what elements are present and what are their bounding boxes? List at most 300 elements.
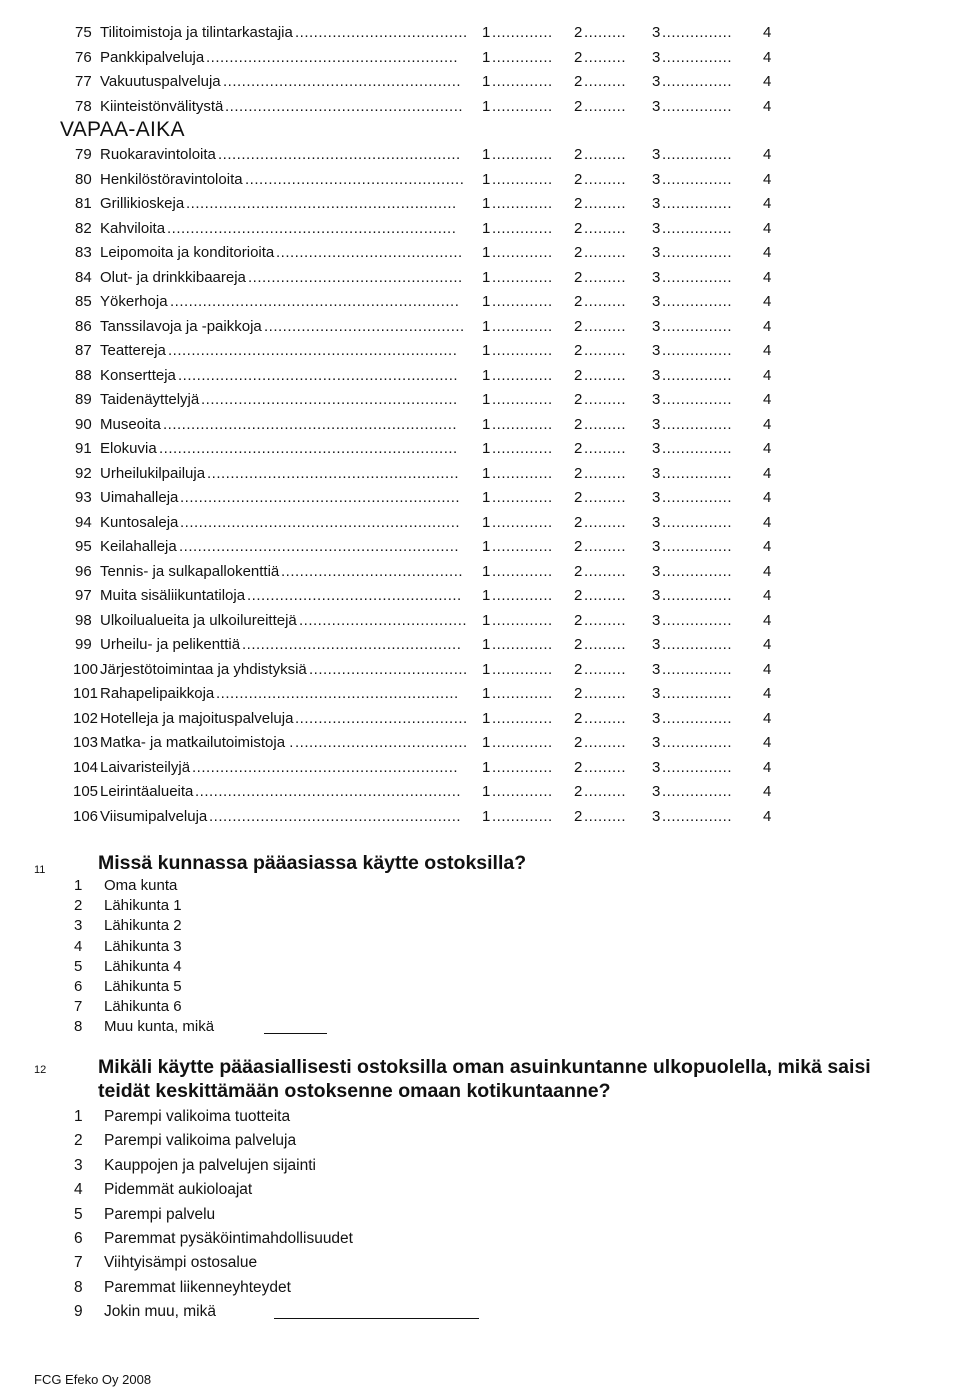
scale-option-3[interactable]: 3 — [652, 758, 661, 776]
scale-option-1[interactable]: 1 — [482, 170, 491, 188]
scale-option-1[interactable]: 1 — [482, 342, 491, 359]
row-label: Hotelleja ja majoituspalveluja — [100, 709, 294, 727]
leader-dots: ............... — [662, 489, 733, 506]
scale-option-4[interactable]: 4 — [763, 317, 772, 335]
row-label: Kiinteistönvälitystä — [100, 97, 224, 115]
scale-option-3[interactable]: 3 — [652, 538, 661, 555]
row-number: 95 — [75, 538, 92, 555]
row-label: Tilitoimistoja ja tilintarkastajia — [100, 24, 293, 41]
option-label: Lähikunta 4 — [104, 957, 182, 975]
scale-option-1[interactable]: 1 — [482, 195, 491, 212]
leader-dots: ............... — [662, 391, 733, 408]
row-number: 91 — [75, 440, 92, 457]
leader-dots: ............. — [492, 48, 553, 66]
scale-option-3[interactable]: 3 — [652, 611, 661, 629]
leader-dots: ............. — [492, 636, 553, 653]
rating-row — [0, 683, 960, 705]
scale-option-2[interactable]: 2 — [574, 538, 583, 555]
scale-option-4[interactable]: 4 — [763, 195, 772, 212]
scale-option-4[interactable]: 4 — [763, 48, 772, 66]
row-number: 94 — [75, 513, 92, 531]
option-number: 2 — [74, 897, 83, 915]
row-number: 96 — [75, 562, 92, 580]
scale-option-3[interactable]: 3 — [652, 170, 661, 188]
scale-option-2[interactable]: 2 — [574, 195, 583, 212]
leader-dots: ............... — [662, 660, 733, 678]
row-number: 102 — [73, 709, 99, 727]
leader-dots: ............. — [492, 415, 553, 433]
scale-option-1[interactable]: 1 — [482, 660, 491, 678]
scale-option-3[interactable]: 3 — [652, 685, 661, 702]
leader-dots: ......................................................... — [195, 783, 462, 800]
footer-text: FCG Efeko Oy 2008 — [34, 1372, 152, 1387]
leader-dots: ............... — [662, 97, 733, 115]
leader-dots: .............................................. — [247, 587, 462, 604]
scale-option-2[interactable]: 2 — [574, 415, 583, 433]
scale-option-1[interactable]: 1 — [482, 538, 491, 555]
question-12-number: 12 — [34, 1064, 47, 1076]
leader-dots: .............................................................. — [168, 342, 458, 359]
option-number: 2 — [74, 1132, 83, 1150]
row-number: 88 — [75, 366, 92, 384]
scale-option-1[interactable]: 1 — [482, 562, 491, 580]
scale-option-4[interactable]: 4 — [763, 268, 772, 286]
leader-dots: .............................................................. — [170, 293, 460, 310]
leader-dots: .................................... — [299, 611, 468, 629]
leader-dots: ......... — [584, 48, 627, 66]
scale-option-4[interactable]: 4 — [763, 170, 772, 188]
rating-row — [0, 389, 960, 411]
leader-dots: ............... — [662, 317, 733, 335]
scale-option-4[interactable]: 4 — [763, 758, 772, 776]
leader-dots: ............... — [662, 685, 733, 702]
scale-option-2[interactable]: 2 — [574, 268, 583, 286]
row-number: 105 — [73, 783, 99, 800]
leader-dots: ............. — [492, 170, 553, 188]
scale-option-2[interactable]: 2 — [574, 73, 583, 90]
row-number: 87 — [75, 342, 92, 359]
rating-row — [0, 806, 960, 828]
scale-option-1[interactable]: 1 — [482, 97, 491, 115]
answer-blank-line[interactable] — [264, 1019, 327, 1034]
scale-option-1[interactable]: 1 — [482, 758, 491, 776]
scale-option-2[interactable]: 2 — [574, 366, 583, 384]
scale-option-3[interactable]: 3 — [652, 366, 661, 384]
scale-option-3[interactable]: 3 — [652, 195, 661, 212]
leader-dots: ............................................................ — [180, 489, 461, 506]
question-11-number: 11 — [34, 864, 46, 876]
leader-dots: ......... — [584, 146, 627, 163]
row-number: 82 — [75, 219, 92, 237]
scale-option-4[interactable]: 4 — [763, 440, 772, 457]
option-label: Muu kunta, mikä — [104, 1018, 215, 1036]
leader-dots: ............. — [492, 611, 553, 629]
leader-dots: ............. — [492, 146, 553, 163]
leader-dots: ......... — [584, 97, 627, 115]
row-label: Grillikioskeja — [100, 195, 185, 212]
scale-option-2[interactable]: 2 — [574, 391, 583, 408]
scale-option-2[interactable]: 2 — [574, 244, 583, 261]
scale-option-1[interactable]: 1 — [482, 219, 491, 237]
scale-option-1[interactable]: 1 — [482, 244, 491, 261]
row-label: Urheilukilpailuja — [100, 464, 206, 482]
scale-option-3[interactable]: 3 — [652, 244, 661, 261]
scale-option-4[interactable]: 4 — [763, 636, 772, 653]
option-label: Parempi palvelu — [104, 1205, 216, 1223]
scale-option-2[interactable]: 2 — [574, 685, 583, 702]
scale-option-2[interactable]: 2 — [574, 734, 583, 751]
leader-dots: ............................................................ — [180, 513, 461, 531]
scale-option-1[interactable]: 1 — [482, 317, 491, 335]
scale-option-1[interactable]: 1 — [482, 685, 491, 702]
scale-option-3[interactable]: 3 — [652, 48, 661, 66]
scale-option-3[interactable]: 3 — [652, 783, 661, 800]
leader-dots: .................................................... — [218, 146, 461, 163]
scale-option-1[interactable]: 1 — [482, 636, 491, 653]
scale-option-2[interactable]: 2 — [574, 489, 583, 506]
scale-option-3[interactable]: 3 — [652, 513, 661, 531]
leader-dots: ............. — [492, 758, 553, 776]
scale-option-2[interactable]: 2 — [574, 660, 583, 678]
scale-option-4[interactable]: 4 — [763, 783, 772, 800]
leader-dots: ............... — [662, 293, 733, 310]
scale-option-2[interactable]: 2 — [574, 562, 583, 580]
scale-option-3[interactable]: 3 — [652, 293, 661, 310]
option-label: Lähikunta 5 — [104, 978, 182, 995]
scale-option-2[interactable]: 2 — [574, 587, 583, 604]
leader-dots: ......... — [584, 807, 627, 825]
leader-dots: ............... — [662, 587, 733, 604]
row-label: Viisumipalveluja — [100, 807, 208, 825]
option-number: 5 — [74, 1205, 83, 1223]
leader-dots: ............. — [492, 73, 553, 90]
leader-dots: ...................................................... — [209, 807, 462, 825]
leader-dots: ..................................... — [295, 24, 468, 41]
scale-option-2[interactable]: 2 — [574, 440, 583, 457]
leader-dots: ............... — [662, 366, 733, 384]
rating-row — [0, 365, 960, 387]
leader-dots: ............... — [662, 440, 733, 457]
rating-row — [0, 71, 960, 93]
scale-option-1[interactable]: 1 — [482, 366, 491, 384]
scale-option-1[interactable]: 1 — [482, 464, 491, 482]
scale-option-4[interactable]: 4 — [763, 244, 772, 261]
leader-dots: .................................................... — [216, 685, 459, 702]
leader-dots: ................................................... — [225, 97, 464, 115]
scale-option-3[interactable]: 3 — [652, 342, 661, 359]
scale-option-4[interactable]: 4 — [763, 660, 772, 678]
scale-option-4[interactable]: 4 — [763, 219, 772, 237]
row-label: Teattereja — [100, 342, 166, 359]
leader-dots: ..................................... — [295, 734, 468, 751]
leader-dots: ....................................... — [281, 562, 464, 580]
scale-option-3[interactable]: 3 — [652, 440, 661, 457]
option-number: 7 — [74, 1254, 83, 1272]
scale-option-4[interactable]: 4 — [763, 709, 772, 727]
leader-dots: ............... — [662, 146, 733, 163]
option-label: Lähikunta 3 — [104, 937, 182, 955]
rating-row — [0, 463, 960, 485]
scale-option-2[interactable]: 2 — [574, 464, 583, 482]
leader-dots: ............... — [662, 636, 733, 653]
scale-option-2[interactable]: 2 — [574, 611, 583, 629]
scale-option-4[interactable]: 4 — [763, 97, 772, 115]
scale-option-4[interactable]: 4 — [763, 146, 772, 163]
leader-dots: ......... — [584, 268, 627, 286]
scale-option-3[interactable]: 3 — [652, 807, 661, 825]
row-label: Leirintäalueita — [100, 783, 194, 800]
option-label: Paremmat pysäköintimahdollisuudet — [104, 1230, 353, 1247]
row-label: Keilahalleja — [100, 538, 177, 555]
scale-option-1[interactable]: 1 — [482, 293, 491, 310]
scale-option-1[interactable]: 1 — [482, 146, 491, 163]
leader-dots: ......... — [584, 317, 627, 335]
scale-option-4[interactable]: 4 — [763, 415, 772, 433]
row-label: Olut- ja drinkkibaareja — [100, 268, 246, 286]
rating-row — [0, 757, 960, 779]
row-number: 81 — [75, 195, 92, 212]
leader-dots: .............................................. — [248, 268, 463, 286]
scale-option-1[interactable]: 1 — [482, 513, 491, 531]
scale-option-4[interactable]: 4 — [763, 513, 772, 531]
rating-row — [0, 634, 960, 656]
leader-dots: ....................................................... — [201, 391, 458, 408]
row-label: Muita sisäliikuntatiloja — [100, 587, 246, 604]
row-label: Kuntosaleja — [100, 513, 179, 531]
row-number: 100 — [73, 660, 99, 678]
leader-dots: ......... — [584, 562, 627, 580]
scale-option-3[interactable]: 3 — [652, 391, 661, 408]
scale-option-4[interactable]: 4 — [763, 342, 772, 359]
row-label: Konsertteja — [100, 366, 176, 384]
scale-option-3[interactable]: 3 — [652, 219, 661, 237]
scale-option-4[interactable]: 4 — [763, 489, 772, 506]
scale-option-3[interactable]: 3 — [652, 415, 661, 433]
row-label: Yökerhoja — [100, 293, 168, 310]
rating-row — [0, 610, 960, 632]
leader-dots: ............... — [662, 268, 733, 286]
leader-dots: ............. — [492, 807, 553, 825]
row-label: Ulkoilualueita ja ulkoilureittejä — [100, 611, 297, 629]
scale-option-2[interactable]: 2 — [574, 636, 583, 653]
leader-dots: ............... — [662, 611, 733, 629]
rating-row — [0, 438, 960, 460]
leader-dots: ............. — [492, 489, 553, 506]
row-label: Elokuvia — [100, 440, 157, 457]
scale-option-4[interactable]: 4 — [763, 734, 772, 751]
leader-dots: ......... — [584, 709, 627, 727]
leader-dots: ............. — [492, 293, 553, 310]
scale-option-2[interactable]: 2 — [574, 758, 583, 776]
row-label: Urheilu- ja pelikenttiä — [100, 636, 241, 653]
scale-option-3[interactable]: 3 — [652, 660, 661, 678]
option-label: Pidemmät aukioloajat — [104, 1181, 253, 1199]
scale-option-3[interactable]: 3 — [652, 636, 661, 653]
leader-dots: ............... — [662, 734, 733, 751]
leader-dots: ......... — [584, 293, 627, 310]
leader-dots: ......... — [584, 24, 627, 41]
leader-dots: ............... — [662, 513, 733, 531]
scale-option-3[interactable]: 3 — [652, 734, 661, 751]
leader-dots: ............... — [662, 48, 733, 66]
row-label: Järjestötoimintaa ja yhdistyksiä — [100, 660, 307, 678]
scale-option-4[interactable]: 4 — [763, 538, 772, 555]
leader-dots: ............. — [492, 219, 553, 237]
leader-dots: ......... — [584, 587, 627, 604]
rating-row — [0, 144, 960, 166]
row-label: Taidenäyttelyjä — [100, 391, 200, 408]
scale-option-4[interactable]: 4 — [763, 807, 772, 825]
option-number: 6 — [74, 1230, 83, 1247]
scale-option-3[interactable]: 3 — [652, 146, 661, 163]
leader-dots: ............................................... — [245, 170, 465, 188]
scale-option-1[interactable]: 1 — [482, 709, 491, 727]
rating-row — [0, 561, 960, 583]
leader-dots: ......... — [584, 342, 627, 359]
row-number: 104 — [73, 758, 99, 776]
scale-option-3[interactable]: 3 — [652, 24, 661, 41]
rating-row — [0, 659, 960, 681]
scale-option-2[interactable]: 2 — [574, 24, 583, 41]
scale-option-3[interactable]: 3 — [652, 464, 661, 482]
scale-option-2[interactable]: 2 — [574, 783, 583, 800]
leader-dots: ......... — [584, 366, 627, 384]
leader-dots: ............................................................... — [163, 415, 458, 433]
scale-option-3[interactable]: 3 — [652, 73, 661, 90]
leader-dots: ......... — [584, 73, 627, 90]
scale-option-1[interactable]: 1 — [482, 48, 491, 66]
leader-dots: ............. — [492, 734, 553, 751]
scale-option-2[interactable]: 2 — [574, 513, 583, 531]
option-label: Lähikunta 1 — [104, 897, 182, 915]
rating-row — [0, 340, 960, 362]
scale-option-2[interactable]: 2 — [574, 48, 583, 66]
row-label: Vakuutuspalveluja — [100, 73, 221, 90]
leader-dots: ......... — [584, 513, 627, 531]
leader-dots: ............... — [662, 73, 733, 90]
scale-option-4[interactable]: 4 — [763, 562, 772, 580]
scale-option-1[interactable]: 1 — [482, 73, 491, 90]
option-label: Oma kunta — [104, 877, 178, 894]
row-number: 89 — [75, 391, 92, 408]
scale-option-1[interactable]: 1 — [482, 807, 491, 825]
scale-option-2[interactable]: 2 — [574, 317, 583, 335]
scale-option-4[interactable]: 4 — [763, 73, 772, 90]
option-label: Paremmat liikenneyhteydet — [104, 1278, 291, 1296]
row-number: 75 — [75, 24, 92, 41]
scale-option-3[interactable]: 3 — [652, 97, 661, 115]
answer-blank-line[interactable] — [274, 1304, 479, 1319]
rating-row — [0, 218, 960, 240]
scale-option-4[interactable]: 4 — [763, 366, 772, 384]
rating-row — [0, 487, 960, 509]
option-number: 8 — [74, 1018, 83, 1036]
leader-dots: ......... — [584, 464, 627, 482]
row-label: Kahviloita — [100, 219, 166, 237]
leader-dots: ......... — [584, 219, 627, 237]
leader-dots: .................................. — [309, 660, 468, 678]
scale-option-3[interactable]: 3 — [652, 587, 661, 604]
option-number: 6 — [74, 978, 83, 995]
scale-option-4[interactable]: 4 — [763, 587, 772, 604]
scale-option-2[interactable]: 2 — [574, 807, 583, 825]
scale-option-2[interactable]: 2 — [574, 97, 583, 115]
scale-option-1[interactable]: 1 — [482, 587, 491, 604]
scale-option-4[interactable]: 4 — [763, 293, 772, 310]
scale-option-2[interactable]: 2 — [574, 146, 583, 163]
scale-option-3[interactable]: 3 — [652, 268, 661, 286]
leader-dots: ............... — [662, 464, 733, 482]
rating-row — [0, 781, 960, 803]
leader-dots: ............. — [492, 97, 553, 115]
rating-row — [0, 22, 960, 44]
leader-dots: ............. — [492, 244, 553, 261]
scale-option-2[interactable]: 2 — [574, 342, 583, 359]
scale-option-4[interactable]: 4 — [763, 391, 772, 408]
leader-dots: ............. — [492, 24, 553, 41]
option-label: Lähikunta 6 — [104, 998, 182, 1016]
row-number: 98 — [75, 611, 92, 629]
scale-option-2[interactable]: 2 — [574, 293, 583, 310]
scale-option-4[interactable]: 4 — [763, 24, 772, 41]
rating-row — [0, 193, 960, 215]
leader-dots: .......................................................... — [186, 195, 457, 212]
row-number: 97 — [75, 587, 92, 604]
scale-option-1[interactable]: 1 — [482, 783, 491, 800]
row-number: 92 — [75, 464, 92, 482]
scale-option-1[interactable]: 1 — [482, 611, 491, 629]
row-label: Uimahalleja — [100, 489, 179, 506]
option-number: 1 — [74, 1108, 83, 1125]
row-label: Leipomoita ja konditorioita — [100, 244, 275, 261]
leader-dots: ........................................ — [276, 244, 463, 261]
option-label: Jokin muu, mikä — [104, 1303, 216, 1321]
scale-option-1[interactable]: 1 — [482, 489, 491, 506]
leader-dots: ................................................................ — [159, 440, 458, 457]
scale-option-1[interactable]: 1 — [482, 415, 491, 433]
scale-option-2[interactable]: 2 — [574, 709, 583, 727]
leader-dots: ......... — [584, 170, 627, 188]
leader-dots: ......... — [584, 195, 627, 212]
leader-dots: ......... — [584, 244, 627, 261]
scale-option-1[interactable]: 1 — [482, 440, 491, 457]
leader-dots: ......... — [584, 685, 627, 702]
leader-dots: ............. — [492, 685, 553, 702]
section-heading: VAPAA-AIKA — [60, 118, 185, 141]
scale-option-1[interactable]: 1 — [482, 268, 491, 286]
scale-option-3[interactable]: 3 — [652, 317, 661, 335]
scale-option-4[interactable]: 4 — [763, 464, 772, 482]
row-label: Museoita — [100, 415, 161, 433]
rating-row — [0, 512, 960, 534]
rating-row — [0, 536, 960, 558]
rating-row — [0, 414, 960, 436]
row-number: 78 — [75, 97, 92, 115]
scale-option-3[interactable]: 3 — [652, 562, 661, 580]
scale-option-1[interactable]: 1 — [482, 24, 491, 41]
scale-option-3[interactable]: 3 — [652, 709, 661, 727]
scale-option-4[interactable]: 4 — [763, 611, 772, 629]
scale-option-1[interactable]: 1 — [482, 391, 491, 408]
leader-dots: ............... — [662, 709, 733, 727]
scale-option-2[interactable]: 2 — [574, 170, 583, 188]
scale-option-4[interactable]: 4 — [763, 685, 772, 702]
scale-option-2[interactable]: 2 — [574, 219, 583, 237]
scale-option-3[interactable]: 3 — [652, 489, 661, 506]
scale-option-1[interactable]: 1 — [482, 734, 491, 751]
question-12-title-line1: Mikäli käytte pääasiallisesti ostoksilla oman asuinkuntanne ulkopuolella, mikä saisi — [98, 1056, 871, 1078]
leader-dots: ............. — [492, 587, 553, 604]
